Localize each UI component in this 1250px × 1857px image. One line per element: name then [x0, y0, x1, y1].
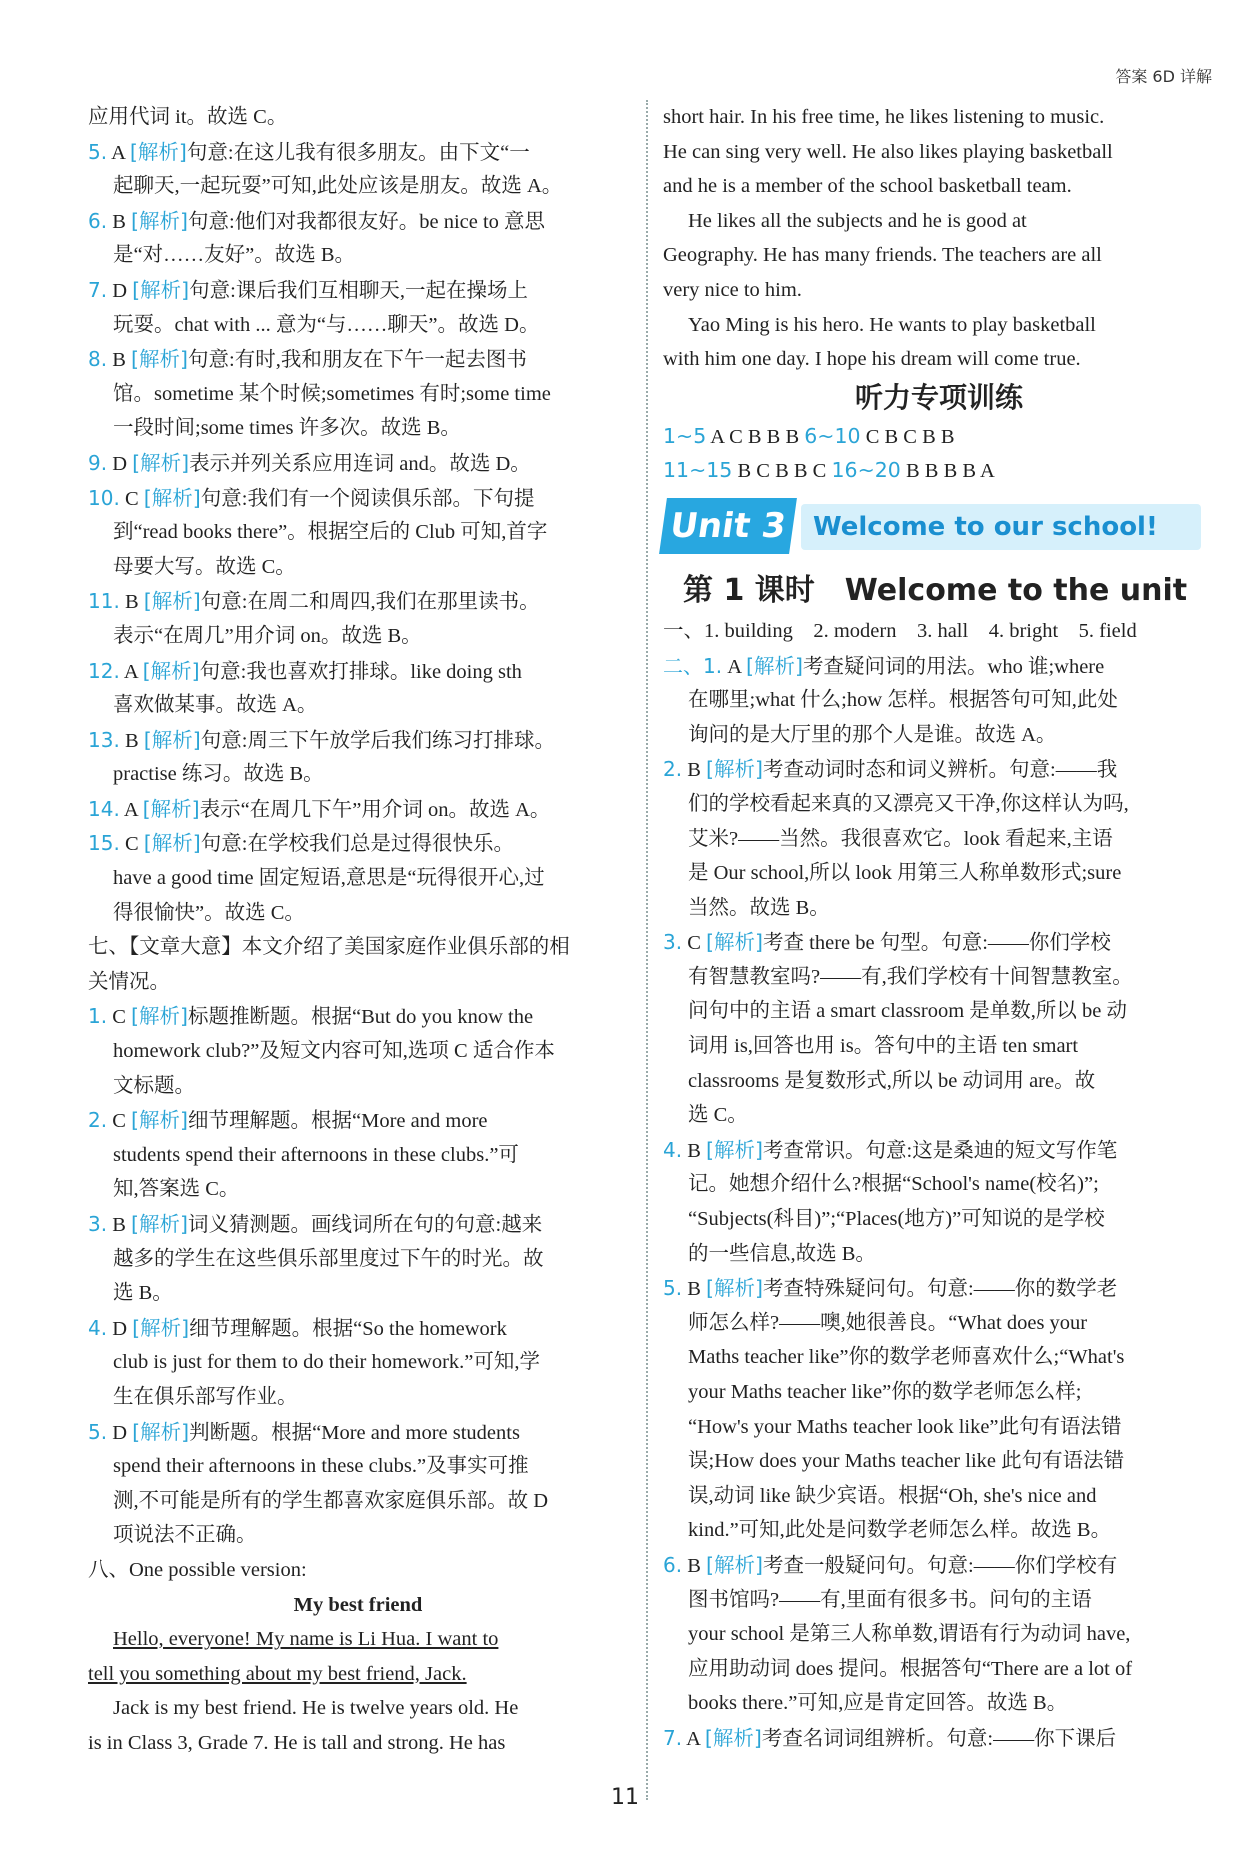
text-line: 八、One possible version:: [88, 1558, 307, 1581]
continuation-line: your school 是第三人称单数,谓语有行为动词 have,: [688, 1623, 1131, 1646]
continuation-line: 当然。故选 B。: [688, 896, 830, 919]
answer-line: [88, 1103, 628, 1138]
answer-choice: C: [124, 487, 139, 510]
paragraph-line: Yao Ming is his hero. He wants to play basketball: [688, 313, 1096, 336]
answer-line: [88, 584, 628, 619]
essay-continuation: [663, 100, 1215, 377]
analysis-tag: [解析]: [706, 757, 764, 782]
continuation-line: classrooms 是复数形式,所以 be 动词用 are。故: [688, 1069, 1096, 1092]
answer-line: [88, 1311, 628, 1346]
question-number: 3.: [663, 930, 683, 955]
answer-set: B B B B A: [905, 460, 995, 483]
continuation-line: 是“对……友好”。故选 B。: [113, 244, 355, 267]
underlined-line: tell you something about my best friend, Jack.: [88, 1662, 467, 1685]
answer-line: [88, 342, 628, 377]
continuation-line: 玩耍。chat with ... 意为“与……聊天”。故选 D。: [113, 313, 540, 336]
continuation-line: 生在俱乐部写作业。: [113, 1385, 298, 1408]
page-header: 答案 6D 详解: [1115, 67, 1212, 86]
answer-choice: A: [686, 1727, 700, 1750]
range-label: 1~5: [663, 423, 707, 448]
continuation-line: “How's your Maths teacher look like”此句有语法错: [688, 1415, 1122, 1438]
continuation-line: 选 B。: [113, 1282, 173, 1305]
explanation-text: 细节理解题。根据“More and more: [188, 1110, 488, 1133]
continuation-line: 的一些信息,故选 B。: [688, 1242, 876, 1265]
continuation-line: 是 Our school,所以 look 用第三人称单数形式;sure: [688, 862, 1122, 885]
answer-line: [88, 446, 628, 481]
range-label: 16~20: [831, 458, 901, 483]
explanation-text: 考查疑问词的用法。who 谁;where: [803, 655, 1105, 678]
left-column: [88, 100, 628, 1761]
question-number: 5.: [88, 1419, 108, 1444]
explanation-text: 表示并列关系应用连词 and。故选 D。: [189, 452, 531, 475]
text-line: with him one day. I hope his dream will come true.: [663, 348, 1081, 371]
continuation-line: 喜欢做某事。故选 A。: [113, 694, 318, 717]
question-number: 12.: [88, 658, 120, 683]
explanation-text: 句意:在周二和周四,我们在那里读书。: [200, 591, 540, 614]
question-number: 14.: [88, 796, 120, 821]
answer-line: [88, 204, 628, 239]
answer-line: [88, 654, 628, 689]
continuation-line: spend their afternoons in these clubs.”及事实可推: [113, 1455, 529, 1478]
analysis-tag: [解析]: [706, 930, 764, 955]
unit-title: Welcome to our school!: [801, 504, 1201, 550]
analysis-tag: [解析]: [132, 1419, 190, 1444]
analysis-tag: [解析]: [706, 1137, 764, 1162]
answer-line: [88, 1415, 628, 1450]
text-line: and he is a member of the school basketball team.: [663, 175, 1072, 198]
continuation-line: 问句中的主语 a smart classroom 是单数,所以 be 动: [688, 1000, 1127, 1023]
continuation-line: 知,答案选 C。: [113, 1178, 240, 1201]
question-number: 7.: [663, 1725, 683, 1750]
continuation-line: 记。她想介绍什么?根据“School's name(校名)”;: [688, 1173, 1099, 1196]
question-number: 二、1.: [663, 653, 723, 678]
analysis-tag: [解析]: [129, 139, 187, 164]
answer-set: A C B B B: [710, 425, 800, 448]
continuation-line: 起聊天,一起玩耍”可知,此处应该是朋友。故选 A。: [113, 175, 563, 198]
analysis-tag: [解析]: [706, 1552, 764, 1577]
answer-line: [663, 1721, 1215, 1756]
explanation-text: 表示“在周几下午”用介词 on。故选 A。: [199, 798, 551, 821]
text-line: short hair. In his free time, he likes listening to music.: [663, 106, 1105, 128]
answer-choice: D: [112, 1421, 128, 1444]
continuation-line: 图书馆吗?——有,里面有很多书。问句的主语: [688, 1588, 1092, 1611]
question-number: 15.: [88, 831, 120, 856]
answer-choice: C: [112, 1110, 126, 1133]
answer-line: [88, 826, 628, 861]
answer-choice: C: [124, 833, 139, 856]
analysis-tag: [解析]: [143, 589, 201, 614]
analysis-tag: [解析]: [143, 831, 201, 856]
listening-row: [663, 453, 1215, 488]
explanation-text: 句意:周三下午放学后我们练习打排球。: [200, 729, 555, 752]
analysis-tag: [解析]: [131, 1004, 189, 1029]
continuation-line: 艾米?——当然。我很喜欢它。look 看起来,主语: [688, 827, 1113, 850]
continuation-line: 得很愉快”。故选 C。: [113, 901, 305, 924]
continuation-line: 有智慧教室吗?——有,我们学校有十间智慧教室。: [688, 965, 1133, 988]
answer-choice: B: [687, 1554, 701, 1577]
text-line: Geography. He has many friends. The teachers are all: [663, 244, 1102, 267]
continuation-line: 应用助动词 does 提问。根据答句“There are a lot of: [688, 1657, 1133, 1680]
answer-choice: D: [112, 279, 128, 302]
text-line: 七、【文章大意】本文介绍了美国家庭作业俱乐部的相: [88, 936, 570, 959]
continuation-line: books there.”可知,应是肯定回答。故选 B。: [688, 1692, 1068, 1715]
lesson-title: 第 1 课时 Welcome to the unit: [683, 572, 1188, 608]
answer-choice: C: [687, 932, 701, 955]
question-number: 3.: [88, 1212, 108, 1236]
explanation-text: 细节理解题。根据“So the homework: [189, 1317, 507, 1340]
listening-answers: [663, 419, 1215, 488]
question-number: 2.: [663, 757, 683, 782]
continuation-line: 在哪里;what 什么;how 怎样。根据答句可知,此处: [688, 689, 1118, 712]
answer-choice: B: [124, 729, 139, 752]
question-number: 7.: [88, 277, 108, 302]
analysis-tag: [解析]: [131, 208, 189, 233]
answer-choice: A: [123, 660, 138, 683]
answer-line: [663, 1548, 1215, 1583]
answer-choice: B: [112, 349, 126, 372]
continuation-line: students spend their afternoons in these clubs.”可: [113, 1143, 519, 1166]
answer-choice: B: [124, 591, 139, 614]
explanation-text: 句意:有时,我和朋友在下午一起去图书: [188, 349, 527, 372]
continuation-line: have a good time 固定短语,意思是“玩得很开心,过: [113, 867, 545, 890]
answer-choice: B: [687, 759, 701, 782]
column-divider: [646, 100, 648, 1800]
answer-choice: B: [687, 1139, 701, 1162]
continuation-line: your Maths teacher like”你的数学老师怎么样;: [688, 1381, 1082, 1403]
continuation-line: 师怎么样?——噢,她很善良。“What does your: [688, 1311, 1088, 1334]
lesson-answers: [663, 614, 1215, 1756]
analysis-tag: [解析]: [142, 658, 200, 683]
continuation-line: 母要大写。故选 C。: [113, 555, 296, 578]
continuation-line: 们的学校看起来真的又漂亮又干净,你这样认为吗,: [688, 792, 1129, 815]
explanation-text: 句意:课后我们互相聊天,一起在操场上: [189, 279, 528, 302]
analysis-tag: [解析]: [132, 450, 190, 475]
explanation-text: 句意:他们对我都很友好。be nice to 意思: [188, 210, 546, 233]
question-number: 10.: [88, 485, 120, 510]
answer-line: [663, 1133, 1215, 1168]
continuation-line: homework club?”及短文内容可知,选项 C 适合作本: [113, 1040, 555, 1063]
answer-choice: A: [123, 798, 138, 821]
question-number: 4.: [88, 1315, 108, 1340]
question-number: 5.: [663, 1276, 683, 1301]
answer-line: [88, 1207, 628, 1242]
continuation-line: 词用 is,回答也用 is。答句中的主语 ten smart: [688, 1035, 1079, 1058]
continuation-line: 询问的是大厅里的那个人是谁。故选 A。: [688, 723, 1057, 746]
listening-title: 听力专项训练: [854, 380, 1023, 414]
continuation-line: practise 练习。故选 B。: [113, 763, 324, 786]
explanation-text: 考查名词词组辨析。句意:——你下课后: [761, 1727, 1117, 1750]
explanation-text: 考查特殊疑问句。句意:——你的数学老: [763, 1278, 1118, 1301]
continuation-line: “Subjects(科目)”;“Places(地方)”可知说的是学校: [688, 1208, 1105, 1231]
question-number: 4.: [663, 1137, 683, 1162]
explanation-text: 考查动词时态和词义辨析。句意:——我: [763, 759, 1118, 782]
listening-row: [663, 419, 1215, 454]
continuation-line: 项说法不正确。: [113, 1524, 257, 1547]
analysis-tag: [解析]: [143, 727, 201, 752]
analysis-tag: [解析]: [131, 347, 189, 372]
underlined-line: Hello, everyone! My name is Li Hua. I want to: [113, 1628, 499, 1651]
question-number: 1.: [88, 1004, 108, 1029]
continuation-line: 文标题。: [113, 1074, 195, 1097]
answer-choice: A: [111, 141, 125, 164]
answer-line: [663, 1271, 1215, 1306]
question-number: 11.: [88, 589, 120, 614]
explanation-text: 句意:在这儿我有很多朋友。由下文“一: [186, 141, 530, 164]
question-number: 9.: [88, 450, 108, 475]
question-number: 6.: [88, 208, 108, 233]
essay-title: My best friend: [293, 1593, 423, 1616]
answer-choice: A: [727, 655, 741, 678]
paragraph-line: He likes all the subjects and he is good at: [688, 209, 1027, 232]
text-line: 一、1. building 2. modern 3. hall 4. bright 5. field: [663, 619, 1137, 642]
continuation-line: 越多的学生在这些俱乐部里度过下午的时光。故: [113, 1247, 544, 1270]
text-line: 应用代词 it。故选 C。: [88, 106, 288, 128]
answer-line: [88, 135, 628, 170]
continuation-line: kind.”可知,此处是问数学老师怎么样。故选 B。: [688, 1519, 1112, 1542]
continuation-line: 表示“在周几”用介词 on。故选 B。: [113, 624, 422, 647]
text-line: 关情况。: [88, 970, 170, 993]
question-number: 2.: [88, 1108, 108, 1133]
range-label: 11~15: [663, 458, 733, 483]
analysis-tag: [解析]: [704, 1725, 762, 1750]
analysis-tag: [解析]: [142, 796, 200, 821]
analysis-tag: [解析]: [706, 1276, 764, 1301]
answer-line: [88, 481, 628, 516]
explanation-text: 句意:在学校我们总是过得很快乐。: [200, 833, 514, 856]
text-line: He can sing very well. He also likes playing basketball: [663, 140, 1113, 163]
text-line: very nice to him.: [663, 278, 802, 301]
analysis-tag: [解析]: [131, 1108, 189, 1133]
answer-line: [663, 752, 1215, 787]
continuation-line: 一段时间;some times 许多次。故选 B。: [113, 417, 461, 440]
answer-set: C B C B B: [865, 425, 955, 448]
analysis-tag: [解析]: [132, 1315, 190, 1340]
answer-line: [88, 999, 628, 1034]
continuation-line: 误;How does your Maths teacher like 此句有语法错: [688, 1450, 1125, 1473]
continuation-line: 到“read books there”。根据空后的 Club 可知,首字: [113, 521, 548, 544]
right-column: [663, 100, 1215, 1756]
question-number: 13.: [88, 727, 120, 752]
answer-line: [88, 723, 628, 758]
answer-set: B C B B C: [737, 460, 827, 483]
answer-choice: B: [687, 1278, 701, 1301]
unit-banner: [663, 494, 1215, 558]
range-label: 6~10: [804, 423, 861, 448]
explanation-text: 句意:我们有一个阅读俱乐部。下句提: [200, 487, 535, 510]
unit-label: Unit 3: [659, 498, 797, 554]
continuation-line: 选 C。: [688, 1104, 748, 1127]
page-number: 11: [611, 1785, 639, 1810]
continuation-line: club is just for them to do their homework.”可知,学: [113, 1351, 541, 1374]
answer-line: [663, 925, 1215, 960]
explanation-text: 考查常识。句意:这是桑迪的短文写作笔: [763, 1139, 1118, 1162]
explanation-text: 句意:我也喜欢打排球。like doing sth: [199, 660, 522, 683]
explanation-text: 词义猜测题。画线词所在句的句意:越来: [188, 1214, 543, 1236]
analysis-tag: [解析]: [131, 1212, 189, 1236]
question-number: 5.: [88, 139, 108, 164]
analysis-tag: [解析]: [143, 485, 201, 510]
continuation-line: Maths teacher like”你的数学老师喜欢什么;“What's: [688, 1346, 1125, 1369]
explanation-text: 标题推断题。根据“But do you know the: [188, 1006, 534, 1029]
continuation-line: 测,不可能是所有的学生都喜欢家庭俱乐部。故 D: [113, 1489, 549, 1512]
continuation-line: 馆。sometime 某个时候;sometimes 有时;some time: [113, 382, 551, 405]
explanation-text: 考查 there be 句型。句意:——你们学校: [763, 932, 1111, 955]
explanation-text: 考查一般疑问句。句意:——你们学校有: [763, 1554, 1118, 1577]
paragraph-line: Jack is my best friend. He is twelve years old. He: [113, 1697, 519, 1720]
analysis-tag: [解析]: [746, 653, 804, 678]
answer-choice: C: [112, 1006, 126, 1029]
answer-choice: B: [112, 210, 126, 233]
question-number: 6.: [663, 1552, 683, 1577]
explanation-text: 判断题。根据“More and more students: [189, 1421, 520, 1444]
answer-choice: D: [112, 1317, 128, 1340]
answer-line: [663, 649, 1215, 684]
answer-choice: D: [112, 452, 128, 475]
answer-choice: B: [112, 1214, 126, 1236]
answer-line: [88, 792, 628, 827]
answer-line: [88, 273, 628, 308]
text-line: is in Class 3, Grade 7. He is tall and strong. He has: [88, 1731, 506, 1754]
analysis-tag: [解析]: [132, 277, 190, 302]
continuation-line: 误,动词 like 缺少宾语。根据“Oh, she's nice and: [688, 1484, 1097, 1507]
question-number: 8.: [88, 347, 108, 372]
